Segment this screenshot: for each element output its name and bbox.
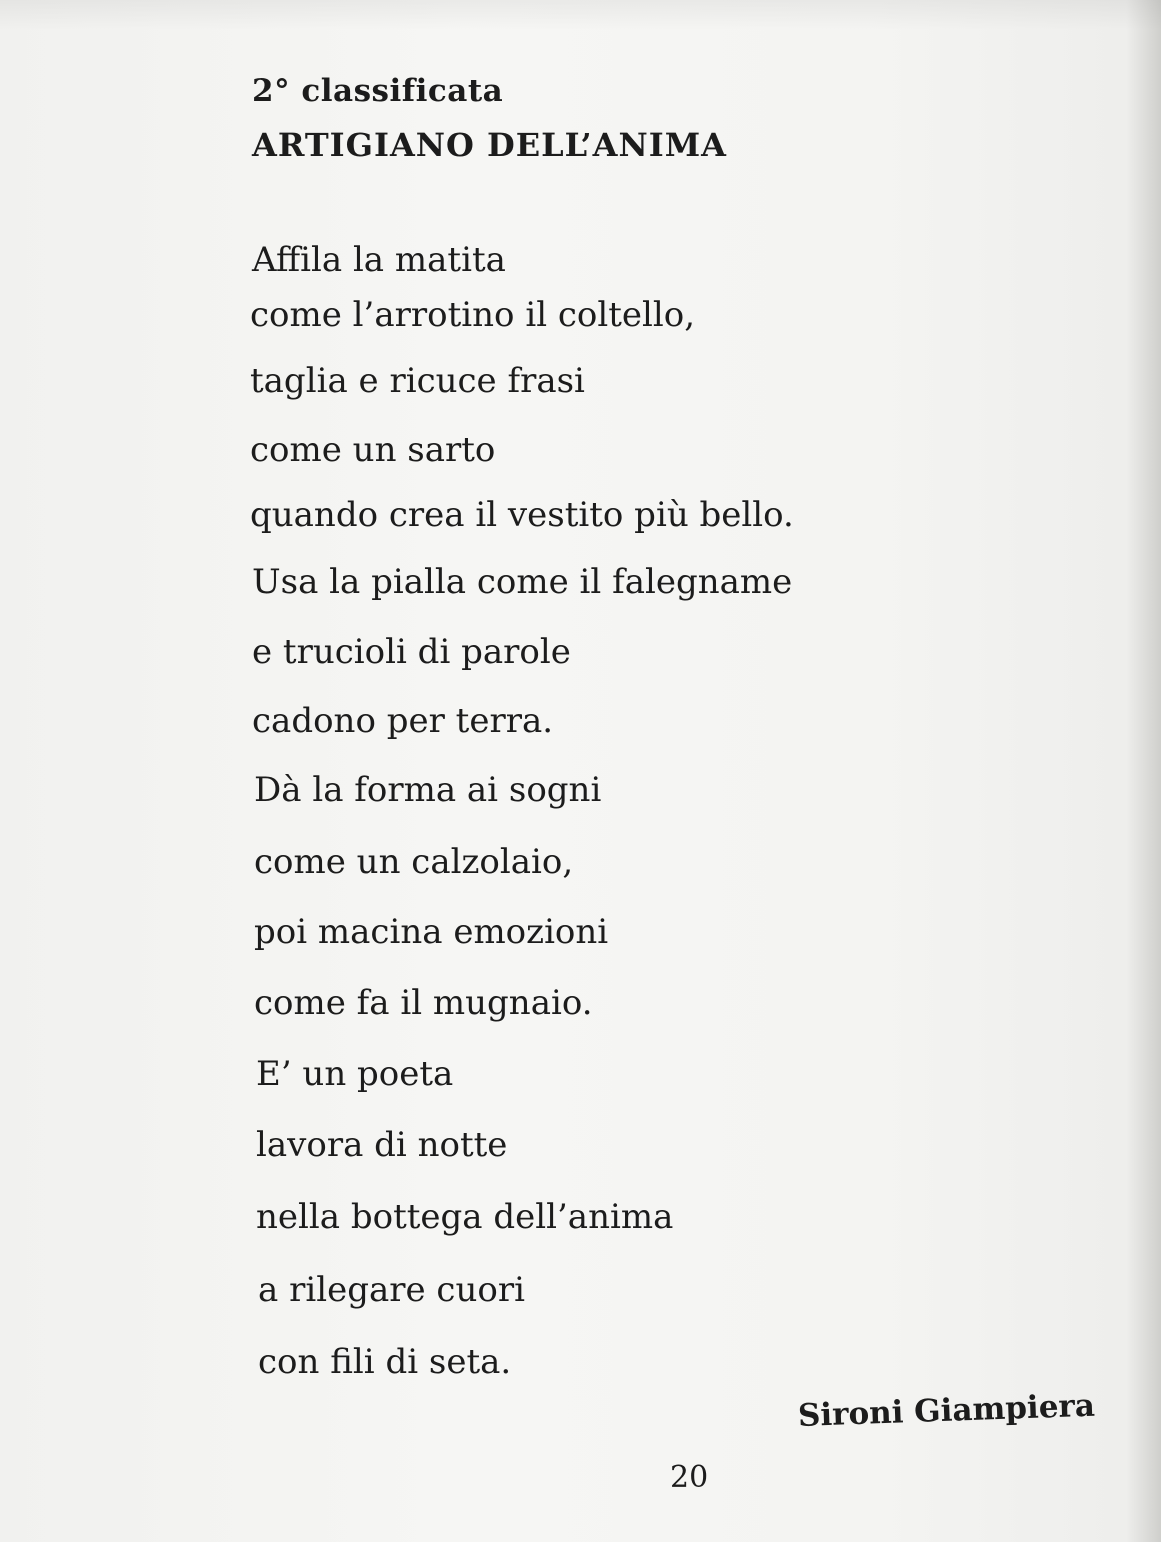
poem-line: con fili di seta. xyxy=(258,1342,512,1382)
poem-line: cadono per terra. xyxy=(252,701,554,741)
poem-line: come un calzolaio, xyxy=(254,842,574,882)
poem-line: lavora di notte xyxy=(256,1125,508,1165)
poem-line: taglia e ricuce frasi xyxy=(250,361,585,401)
poem-line: poi macina emozioni xyxy=(254,912,609,952)
page-number: 20 xyxy=(670,1460,709,1495)
poem-line: Usa la pialla come il falegname xyxy=(252,562,793,602)
poem-line: E’ un poeta xyxy=(256,1054,454,1094)
poem-title: ARTIGIANO DELL’ANIMA xyxy=(252,126,727,164)
poem-line: come un sarto xyxy=(250,430,496,470)
page-shadow xyxy=(0,0,1161,30)
poem-line: Affila la matita xyxy=(252,240,506,280)
poem-line: Dà la forma ai sogni xyxy=(254,770,602,810)
poem-line: come l’arrotino il coltello, xyxy=(250,295,696,335)
rank-heading: 2° classificata xyxy=(252,73,504,109)
poem-line: come fa il mugnaio. xyxy=(254,983,593,1023)
poem-line: e trucioli di parole xyxy=(252,632,571,672)
author-name: Sironi Giampiera xyxy=(797,1387,1096,1434)
poem-line: nella bottega dell’anima xyxy=(256,1197,674,1237)
poem-line: a rilegare cuori xyxy=(258,1270,525,1310)
poem-line: quando crea il vestito più bello. xyxy=(250,495,794,535)
